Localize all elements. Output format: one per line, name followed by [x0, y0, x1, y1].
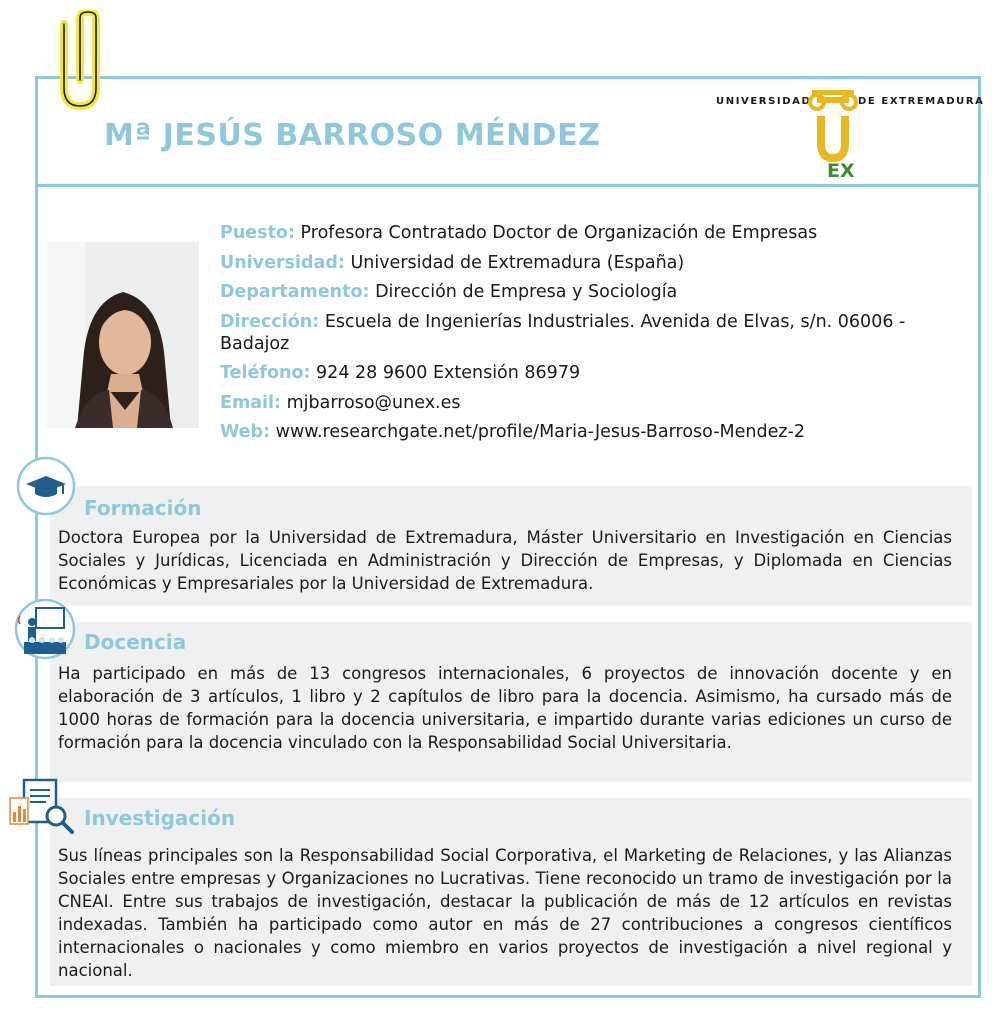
- info-row-puesto: [220, 222, 970, 244]
- email-link[interactable]: mjbarroso@unex.es: [286, 392, 461, 413]
- info-value: Dirección de Empresa y Sociología: [375, 282, 678, 302]
- section-docencia: [50, 622, 972, 782]
- section-title: Docencia: [84, 630, 187, 654]
- info-value: Universidad de Extremadura (España): [350, 252, 685, 273]
- info-label: Puesto:: [220, 223, 295, 243]
- ionic-column-icon: [808, 88, 858, 162]
- info-row-web: [220, 421, 970, 443]
- info-row-telefono: [220, 362, 970, 384]
- info-label: Web:: [220, 422, 271, 442]
- section-body: Ha participado en más de 13 congresos internacionales, 6 proyectos de innovación docente y en elaboración de 3 artículos, 1 libro y 2 capítulos de libro para la docencia. Asimismo, ha cursado más de 1000 horas de formación para la docencia universitaria, e impartido durante varias ediciones un curso de formación para la docencia vinculado con la Responsabilidad Social Universitaria.: [58, 664, 952, 752]
- section-body: Doctora Europea por la Universidad de Extremadura, Máster Universitario en Investigación en Ciencias Sociales y Jurídicas, Licenciada en Administración y Dirección de Empresas, y Diplomada en Ciencias Económicas y Empresariales por la Universidad de Extremadura.: [58, 528, 952, 593]
- teacher-classroom-icon: [14, 598, 76, 660]
- info-value: Escuela de Ingenierías Industriales. Avenida de Elvas, s/n. 06006 - Badajoz: [220, 311, 906, 354]
- info-row-direccion: [220, 311, 970, 355]
- section-title: Formación: [84, 496, 202, 520]
- info-value: Profesora Contratado Doctor de Organización de Empresas: [300, 223, 818, 243]
- info-label: Teléfono:: [220, 363, 311, 383]
- info-row-universidad: [220, 252, 970, 274]
- section-title: Investigación: [84, 806, 236, 830]
- header-divider: [35, 184, 981, 187]
- info-label: Email:: [220, 392, 281, 413]
- web-link[interactable]: www.researchgate.net/profile/Maria-Jesus-Barroso-Mendez-2: [275, 422, 805, 442]
- info-row-departamento: [220, 281, 970, 303]
- university-logo: [716, 88, 985, 182]
- info-label: Departamento:: [220, 282, 370, 302]
- person-name: Mª JESÚS BARROSO MÉNDEZ: [104, 118, 601, 153]
- graduation-cap-icon: [16, 456, 76, 516]
- info-value: 924 28 9600 Extensión 86979: [316, 363, 581, 383]
- logo-text-left: UNIVERSIDAD: [716, 96, 812, 107]
- contact-info-list: [220, 222, 970, 451]
- profile-photo: [47, 242, 199, 428]
- paperclip-icon: [56, 10, 106, 110]
- logo-text-right: DE EXTREMADURA: [858, 96, 985, 107]
- research-chart-magnifier-icon: [8, 776, 78, 836]
- info-label: Dirección:: [220, 311, 320, 332]
- section-body: Sus líneas principales son la Responsabilidad Social Corporativa, el Marketing de Relaciones, y las Alianzas Sociales entre empresas y Organizaciones no Lucrativas. Tiene reconocido un tramo de investigación por la CNEAI. Entre sus trabajos de investigación, destacar la publicación de más de 12 artículos en revistas indexadas. También ha participado como autor en más de 27 contribuciones a congresos científicos internacionales o nacionales y como miembro en varios proyectos de investigación a nivel regional y nacional.: [58, 846, 952, 980]
- section-investigacion: [50, 798, 972, 986]
- info-row-email: [220, 392, 970, 414]
- info-label: Universidad:: [220, 252, 345, 273]
- section-formacion: [50, 486, 972, 606]
- logo-mark-ex: EX: [827, 160, 855, 182]
